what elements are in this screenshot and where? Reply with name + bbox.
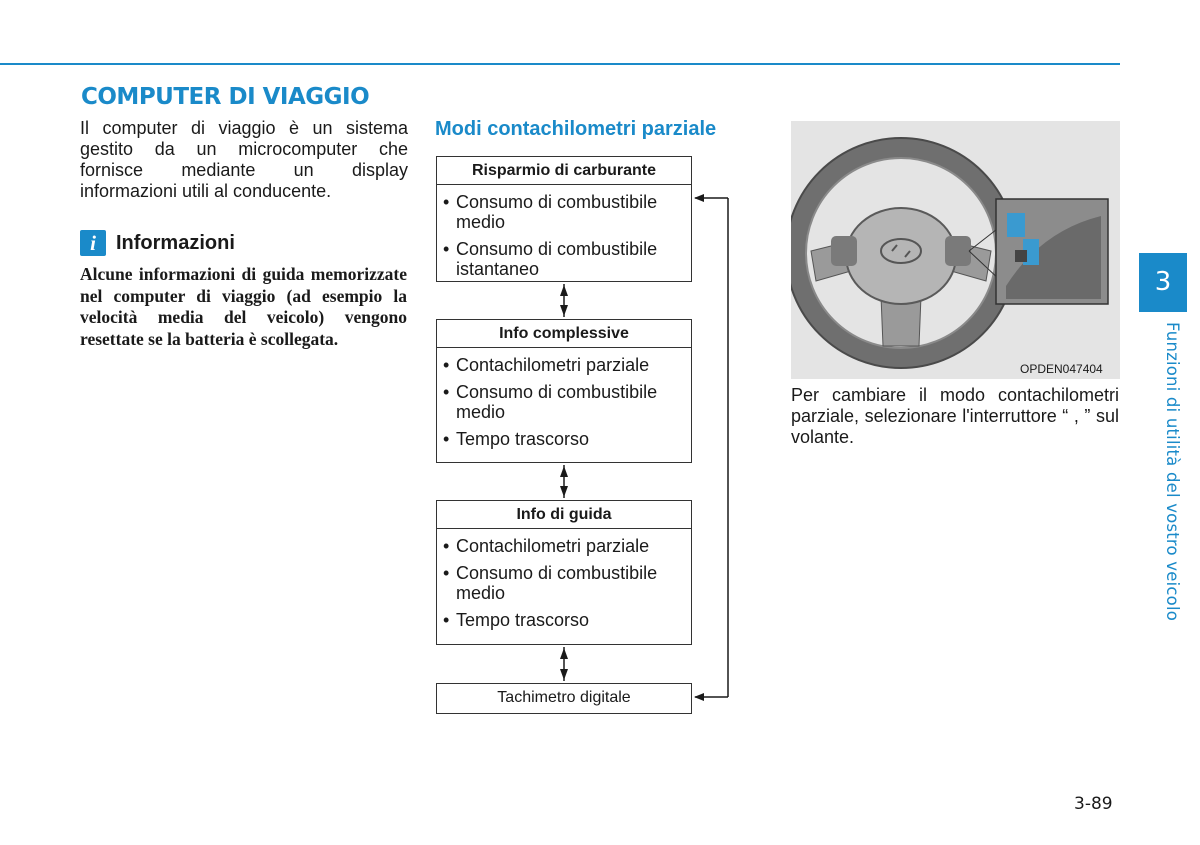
mode-item: • Tempo trascorso — [443, 610, 685, 630]
steering-wheel-icon — [791, 121, 1120, 379]
info-text: Alcune informazioni di guida memorizzate nel computer di viaggio (ad esempio la velocità media del veicolo) vengono resettate se la batteria è scollegata. — [80, 264, 407, 349]
page-number: 3-89 — [1074, 794, 1113, 814]
trip-modes-title: Modi contachilometri parziale — [435, 118, 717, 140]
intro-paragraph: Il computer di viaggio è un sistema gestito da un microcomputer che fornisce mediante un display informazioni utili al conducente. — [80, 118, 408, 201]
steering-wheel-photo — [791, 121, 1120, 379]
mode-item: • Consumo di combustibile medio — [443, 382, 685, 422]
double-arrow-icon — [560, 465, 568, 498]
loop-connector — [695, 198, 728, 697]
info-icon: i — [80, 230, 106, 256]
figure-code: OPDEN047404 — [1020, 362, 1103, 376]
chapter-title: Funzioni di utilità del vostro veicolo — [1163, 322, 1182, 622]
double-arrow-icon — [560, 647, 568, 681]
mode-title: Info di guida — [437, 501, 691, 529]
mode-item: • Tempo trascorso — [443, 429, 685, 449]
mode-item: • Contachilometri parziale — [443, 536, 685, 556]
mode-item: • Consumo di combustibile medio — [443, 192, 685, 232]
section-title: COMPUTER DI VIAGGIO — [81, 84, 370, 110]
info-title: Informazioni — [116, 231, 235, 254]
mode-item: • Contachilometri parziale — [443, 355, 685, 375]
mode-title: Tachimetro digitale — [497, 689, 631, 706]
figure-caption: Per cambiare il modo contachilometri parziale, selezionare l'interruttore “ , ” sul volante. — [791, 385, 1119, 447]
mode-title: Risparmio di carburante — [437, 157, 691, 185]
mode-title: Info complessive — [437, 320, 691, 348]
double-arrow-icon — [560, 284, 568, 317]
mode-item: • Consumo di combustibile medio — [443, 563, 685, 603]
chapter-tab: 3 — [1139, 253, 1187, 312]
mode-item: • Consumo di combustibile istantaneo — [443, 239, 685, 279]
